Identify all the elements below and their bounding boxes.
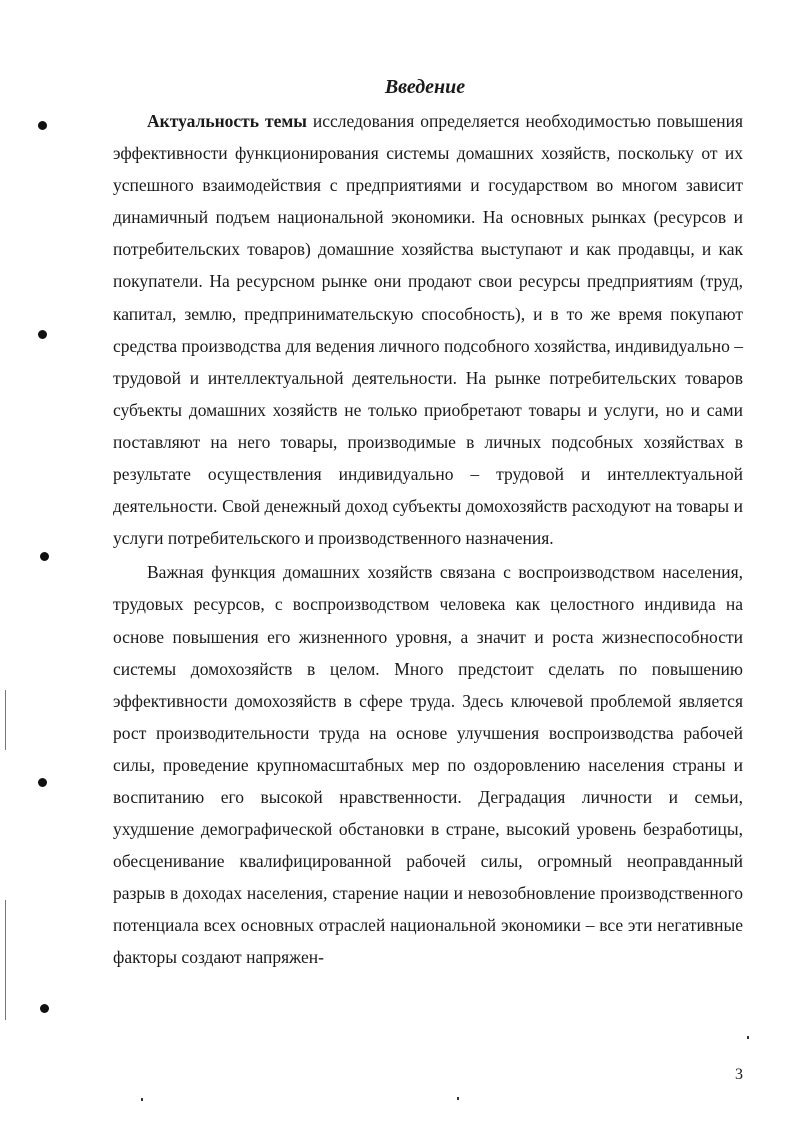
scan-speck <box>747 1036 749 1039</box>
punch-hole-mark <box>38 330 47 339</box>
punch-hole-mark <box>38 121 47 130</box>
paragraph-text: Важная функция домашних хозяйств связана с воспроизводством населения, трудовых ресурсов, с воспроизводством человека как целостного индивида на основе повышения его жизненного уровня, а значит и роста жизнеспособности системы домохозяйств в целом. Много предстоит сделать по повышению эффективности домохозяйств в сфере труда. Здесь ключевой проблемой является рост производительности труда на основе улучшения воспроизводства рабочей силы, проведение крупномасштабных мер по оздоровлению населения страны и воспитанию его высокой нравственности. Деградация личности и семьи, ухудшение демографической обстановки в стране, высокий уровень безработицы, обесценивание квалифицированной рабочей силы, огромный неоправданный разрыв в доходах населения, старение нации и невозобновление производственного потенциала всех основных отраслей национальной экономики – все эти негативные факторы создают напряжен- <box>113 562 743 968</box>
paragraph-relevance <box>113 105 743 554</box>
scan-speck <box>141 1098 143 1101</box>
paragraph-text: исследования определяется необходимостью повышения эффективности функционирования системы домашних хозяйств, поскольку от их успешного взаимодействия с предприятиями и государством во многом зависит динамичный подъем национальной экономики. На основных рынках (ресурсов и потребительских товаров) домашние хозяйства выступают и как продавцы, и как покупатели. На ресурсном рынке они продают свои ресурсы предприятиям (труд, капитал, землю, предпринимательскую способность), и в то же время покупают средства производства для ведения личного подсобного хозяйства, индивидуально – трудовой и интеллектуальной деятельности. На рынке потребительских товаров субъекты домашних хозяйств не только приобретают товары и услуги, но и сами поставляют на него товары, производимые в личных подсобных хозяйствах в результате осуществления индивидуально – трудовой и интеллектуальной деятельности. Свой денежный доход субъекты домохозяйств расходуют на товары и услуги потребительского и производственного назначения. <box>113 111 744 549</box>
punch-hole-mark <box>38 778 47 787</box>
punch-hole-mark <box>40 1004 49 1013</box>
punch-hole-mark <box>40 552 49 561</box>
section-title: Введение <box>384 76 466 98</box>
paragraph-household-functions <box>113 556 743 973</box>
scan-speck <box>457 1097 459 1100</box>
page-number: 3 <box>735 1066 743 1083</box>
paragraph-lead: Актуальность темы <box>147 111 307 131</box>
scan-edge-line <box>5 900 6 1020</box>
body-text <box>113 105 743 974</box>
scan-edge-line <box>5 690 6 750</box>
